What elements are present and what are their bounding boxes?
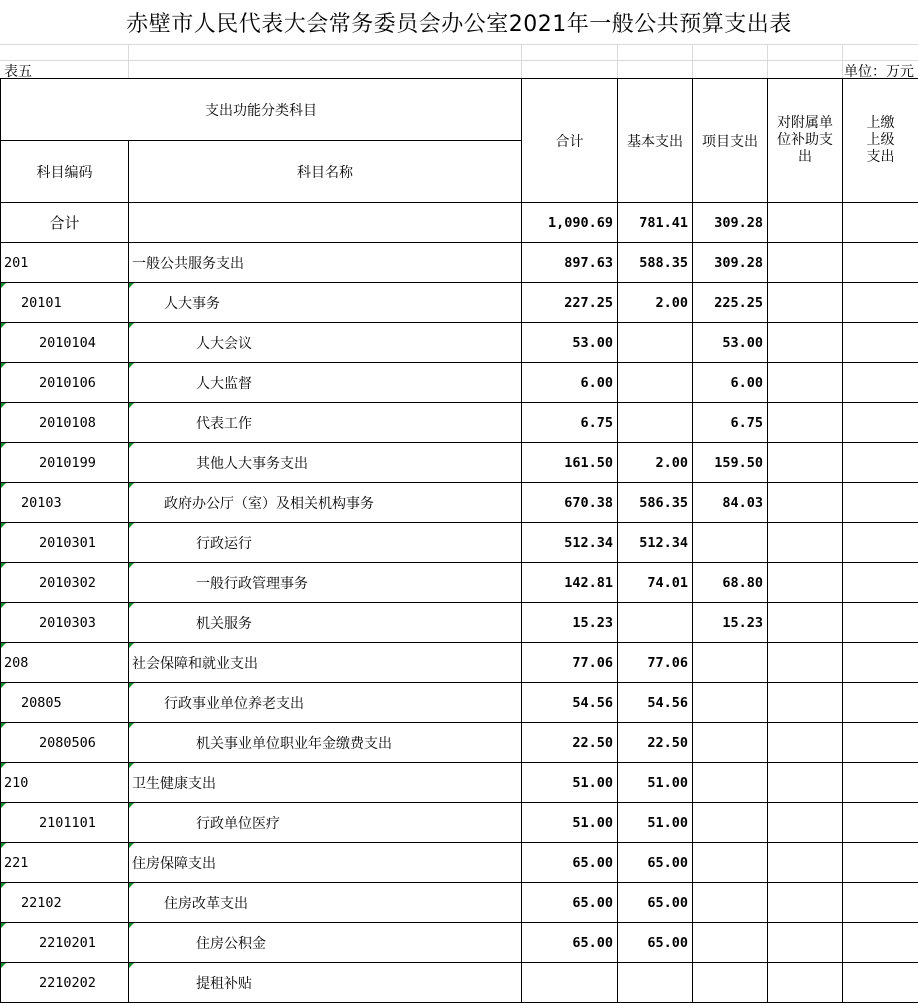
total-cell[interactable]: 65.00 — [522, 883, 618, 923]
basic-cell[interactable] — [618, 403, 693, 443]
name-cell[interactable]: 住房公积金 — [129, 923, 522, 963]
subsidy-cell[interactable] — [768, 723, 843, 763]
subsidy-cell[interactable] — [768, 683, 843, 723]
total-cell[interactable] — [522, 963, 618, 1003]
total-cell[interactable]: 161.50 — [522, 443, 618, 483]
total-cell[interactable]: 51.00 — [522, 763, 618, 803]
code-cell[interactable]: 2010104 — [1, 323, 129, 363]
cell-note-marker — [1, 643, 6, 648]
basic-cell[interactable]: 65.00 — [618, 843, 693, 883]
basic-cell[interactable]: 65.00 — [618, 923, 693, 963]
sheet-label: 表五 — [4, 61, 32, 81]
subsidy-cell[interactable] — [768, 603, 843, 643]
sheet-gridline — [0, 60, 918, 61]
budget-table — [0, 78, 918, 1003]
table-row — [1, 603, 918, 643]
sheet-gridline — [617, 44, 618, 78]
remit-cell[interactable] — [843, 483, 918, 523]
project-cell[interactable] — [693, 523, 768, 563]
subsidy-cell[interactable] — [768, 363, 843, 403]
remit-cell[interactable] — [843, 803, 918, 843]
subsidy-cell[interactable] — [768, 403, 843, 443]
table-row — [1, 483, 918, 523]
cell-note-marker — [129, 803, 134, 808]
total-cell[interactable]: 897.63 — [522, 243, 618, 283]
cell-note-marker — [1, 763, 6, 768]
basic-cell[interactable] — [618, 323, 693, 363]
remit-cell[interactable] — [843, 443, 918, 483]
total-cell[interactable]: 6.75 — [522, 403, 618, 443]
table-row — [1, 843, 918, 883]
cell-note-marker — [1, 323, 6, 328]
remit-cell[interactable] — [843, 883, 918, 923]
total-basic-cell[interactable]: 781.41 — [618, 203, 693, 243]
basic-cell[interactable]: 51.00 — [618, 763, 693, 803]
cell-note-marker — [129, 323, 134, 328]
basic-cell[interactable] — [618, 963, 693, 1003]
subsidy-cell[interactable] — [768, 803, 843, 843]
code-cell[interactable]: 208 — [1, 643, 129, 683]
header-name[interactable]: 科目名称 — [129, 141, 522, 203]
remit-cell[interactable] — [843, 363, 918, 403]
remit-cell[interactable] — [843, 683, 918, 723]
name-cell[interactable]: 行政事业单位养老支出 — [129, 683, 522, 723]
cell-note-marker — [1, 403, 6, 408]
code-cell[interactable]: 201 — [1, 243, 129, 283]
basic-cell[interactable]: 2.00 — [618, 283, 693, 323]
project-cell[interactable] — [693, 803, 768, 843]
cell-note-marker — [129, 763, 134, 768]
basic-cell[interactable]: 586.35 — [618, 483, 693, 523]
basic-cell[interactable]: 2.00 — [618, 443, 693, 483]
cell-note-marker — [129, 563, 134, 568]
cell-note-marker — [129, 843, 134, 848]
project-cell[interactable]: 159.50 — [693, 443, 768, 483]
name-cell[interactable]: 提租补贴 — [129, 963, 522, 1003]
unit-label: 单位：万元 — [844, 61, 914, 81]
total-subsidy-cell[interactable] — [768, 203, 843, 243]
project-cell[interactable]: 225.25 — [693, 283, 768, 323]
total-cell[interactable]: 77.06 — [522, 643, 618, 683]
total-cell[interactable]: 227.25 — [522, 283, 618, 323]
remit-cell[interactable] — [843, 923, 918, 963]
subsidy-cell[interactable] — [768, 323, 843, 363]
name-cell[interactable]: 机关事业单位职业年金缴费支出 — [129, 723, 522, 763]
project-cell[interactable]: 53.00 — [693, 323, 768, 363]
sheet-gridline — [128, 44, 129, 78]
total-label-cell[interactable]: 合计 — [1, 203, 129, 243]
cell-note-marker — [129, 963, 134, 968]
project-cell[interactable] — [693, 963, 768, 1003]
cell-note-marker — [129, 643, 134, 648]
table-row — [1, 363, 918, 403]
total-sum-cell[interactable]: 1,090.69 — [522, 203, 618, 243]
header-project[interactable]: 项目支出 — [693, 79, 768, 203]
table-row — [1, 723, 918, 763]
basic-cell[interactable]: 51.00 — [618, 803, 693, 843]
basic-cell[interactable]: 54.56 — [618, 683, 693, 723]
cell-note-marker — [129, 723, 134, 728]
remit-cell[interactable] — [843, 963, 918, 1003]
project-cell[interactable] — [693, 643, 768, 683]
cell-note-marker — [1, 723, 6, 728]
name-cell[interactable]: 住房保障支出 — [129, 843, 522, 883]
code-cell[interactable]: 2010303 — [1, 603, 129, 643]
basic-cell[interactable]: 588.35 — [618, 243, 693, 283]
name-cell[interactable]: 政府办公厅（室）及相关机构事务 — [129, 483, 522, 523]
name-cell[interactable]: 一般公共服务支出 — [129, 243, 522, 283]
table-row — [1, 323, 918, 363]
subsidy-cell[interactable] — [768, 523, 843, 563]
cell-note-marker — [1, 843, 6, 848]
total-row — [1, 203, 918, 243]
subsidy-cell[interactable] — [768, 763, 843, 803]
table-row — [1, 683, 918, 723]
basic-cell[interactable]: 22.50 — [618, 723, 693, 763]
cell-note-marker — [1, 443, 6, 448]
total-cell[interactable]: 15.23 — [522, 603, 618, 643]
code-cell[interactable]: 210 — [1, 763, 129, 803]
remit-cell[interactable] — [843, 763, 918, 803]
total-cell[interactable]: 142.81 — [522, 563, 618, 603]
header-remit[interactable]: 上缴上级支出 — [843, 79, 918, 203]
code-cell[interactable]: 2010301 — [1, 523, 129, 563]
project-cell[interactable]: 6.00 — [693, 363, 768, 403]
cell-note-marker — [1, 923, 6, 928]
table-row — [1, 643, 918, 683]
project-cell[interactable] — [693, 923, 768, 963]
remit-cell[interactable] — [843, 563, 918, 603]
cell-note-marker — [1, 603, 6, 608]
cell-note-marker — [129, 683, 134, 688]
code-cell[interactable]: 20805 — [1, 683, 129, 723]
project-cell[interactable]: 6.75 — [693, 403, 768, 443]
project-cell[interactable] — [693, 683, 768, 723]
header-total[interactable]: 合计 — [522, 79, 618, 203]
cell-note-marker — [1, 683, 6, 688]
cell-note-marker — [129, 483, 134, 488]
name-cell[interactable]: 人大会议 — [129, 323, 522, 363]
basic-cell[interactable] — [618, 603, 693, 643]
cell-note-marker — [129, 443, 134, 448]
name-cell[interactable]: 一般行政管理事务 — [129, 563, 522, 603]
remit-cell[interactable] — [843, 843, 918, 883]
total-cell[interactable]: 22.50 — [522, 723, 618, 763]
code-cell[interactable]: 2101101 — [1, 803, 129, 843]
project-cell[interactable] — [693, 763, 768, 803]
cell-note-marker — [129, 283, 134, 288]
subsidy-cell[interactable] — [768, 563, 843, 603]
sheet-gridline — [767, 44, 768, 78]
subsidy-cell[interactable] — [768, 883, 843, 923]
basic-cell[interactable]: 512.34 — [618, 523, 693, 563]
project-cell[interactable] — [693, 883, 768, 923]
subsidy-cell[interactable] — [768, 243, 843, 283]
cell-note-marker — [1, 523, 6, 528]
total-project-cell[interactable]: 309.28 — [693, 203, 768, 243]
cell-note-marker — [129, 883, 134, 888]
table-row — [1, 443, 918, 483]
cell-note-marker — [129, 603, 134, 608]
code-cell[interactable]: 2210201 — [1, 923, 129, 963]
name-cell[interactable]: 其他人大事务支出 — [129, 443, 522, 483]
subsidy-cell[interactable] — [768, 483, 843, 523]
code-cell[interactable]: 2210202 — [1, 963, 129, 1003]
code-cell[interactable]: 22102 — [1, 883, 129, 923]
name-cell[interactable]: 住房改革支出 — [129, 883, 522, 923]
sheet-gridline — [692, 44, 693, 78]
cell-note-marker — [1, 883, 6, 888]
total-cell[interactable]: 54.56 — [522, 683, 618, 723]
name-cell[interactable]: 社会保障和就业支出 — [129, 643, 522, 683]
remit-cell[interactable] — [843, 403, 918, 443]
subsidy-cell[interactable] — [768, 643, 843, 683]
cell-note-marker — [129, 363, 134, 368]
sheet-gridline — [842, 44, 843, 78]
sheet-gridline — [0, 44, 918, 45]
code-cell[interactable]: 221 — [1, 843, 129, 883]
table-row — [1, 523, 918, 563]
cell-note-marker — [1, 363, 6, 368]
total-cell[interactable]: 670.38 — [522, 483, 618, 523]
code-cell[interactable]: 2010106 — [1, 363, 129, 403]
table-row — [1, 283, 918, 323]
code-cell[interactable]: 2010302 — [1, 563, 129, 603]
code-cell[interactable]: 20103 — [1, 483, 129, 523]
name-cell[interactable]: 人大监督 — [129, 363, 522, 403]
code-cell[interactable]: 20101 — [1, 283, 129, 323]
table-row — [1, 243, 918, 283]
remit-cell[interactable] — [843, 603, 918, 643]
project-cell[interactable]: 15.23 — [693, 603, 768, 643]
cell-note-marker — [129, 403, 134, 408]
subsidy-cell[interactable] — [768, 923, 843, 963]
name-cell[interactable]: 机关服务 — [129, 603, 522, 643]
remit-cell[interactable] — [843, 323, 918, 363]
name-cell[interactable]: 行政运行 — [129, 523, 522, 563]
subsidy-cell[interactable] — [768, 443, 843, 483]
project-cell[interactable] — [693, 723, 768, 763]
table-body — [1, 203, 918, 1003]
total-remit-cell[interactable] — [843, 203, 918, 243]
name-cell[interactable]: 卫生健康支出 — [129, 763, 522, 803]
total-name-cell[interactable] — [129, 203, 522, 243]
cell-note-marker — [1, 563, 6, 568]
project-cell[interactable] — [693, 843, 768, 883]
code-cell[interactable]: 2010108 — [1, 403, 129, 443]
remit-cell[interactable] — [843, 283, 918, 323]
subsidy-cell[interactable] — [768, 843, 843, 883]
basic-cell[interactable]: 65.00 — [618, 883, 693, 923]
header-subsidy[interactable]: 对附属单位补助支出 — [768, 79, 843, 203]
sheet-gridline — [521, 44, 522, 78]
remit-cell[interactable] — [843, 243, 918, 283]
code-cell[interactable]: 2080506 — [1, 723, 129, 763]
subsidy-cell[interactable] — [768, 283, 843, 323]
cell-note-marker — [1, 283, 6, 288]
table-row — [1, 803, 918, 843]
remit-cell[interactable] — [843, 723, 918, 763]
header-category[interactable]: 支出功能分类科目 — [1, 79, 522, 141]
total-cell[interactable]: 6.00 — [522, 363, 618, 403]
table-row — [1, 963, 918, 1003]
basic-cell[interactable] — [618, 363, 693, 403]
remit-cell[interactable] — [843, 643, 918, 683]
table-row — [1, 763, 918, 803]
table-row — [1, 923, 918, 963]
project-cell[interactable]: 68.80 — [693, 563, 768, 603]
header-code[interactable]: 科目编码 — [1, 141, 129, 203]
total-cell[interactable]: 512.34 — [522, 523, 618, 563]
cell-note-marker — [1, 803, 6, 808]
table-row — [1, 883, 918, 923]
subsidy-cell[interactable] — [768, 963, 843, 1003]
total-cell[interactable]: 65.00 — [522, 923, 618, 963]
basic-cell[interactable]: 77.06 — [618, 643, 693, 683]
page-title: 赤壁市人民代表大会常务委员会办公室2021年一般公共预算支出表 — [0, 0, 918, 44]
project-cell[interactable]: 84.03 — [693, 483, 768, 523]
code-cell[interactable]: 2010199 — [1, 443, 129, 483]
table-row — [1, 563, 918, 603]
remit-cell[interactable] — [843, 523, 918, 563]
cell-note-marker — [1, 483, 6, 488]
total-cell[interactable]: 51.00 — [522, 803, 618, 843]
name-cell[interactable]: 人大事务 — [129, 283, 522, 323]
header-basic[interactable]: 基本支出 — [618, 79, 693, 203]
table-row — [1, 403, 918, 443]
name-cell[interactable]: 代表工作 — [129, 403, 522, 443]
name-cell[interactable]: 行政单位医疗 — [129, 803, 522, 843]
cell-note-marker — [129, 923, 134, 928]
total-cell[interactable]: 65.00 — [522, 843, 618, 883]
cell-note-marker — [1, 963, 6, 968]
project-cell[interactable]: 309.28 — [693, 243, 768, 283]
cell-note-marker — [129, 523, 134, 528]
basic-cell[interactable]: 74.01 — [618, 563, 693, 603]
total-cell[interactable]: 53.00 — [522, 323, 618, 363]
